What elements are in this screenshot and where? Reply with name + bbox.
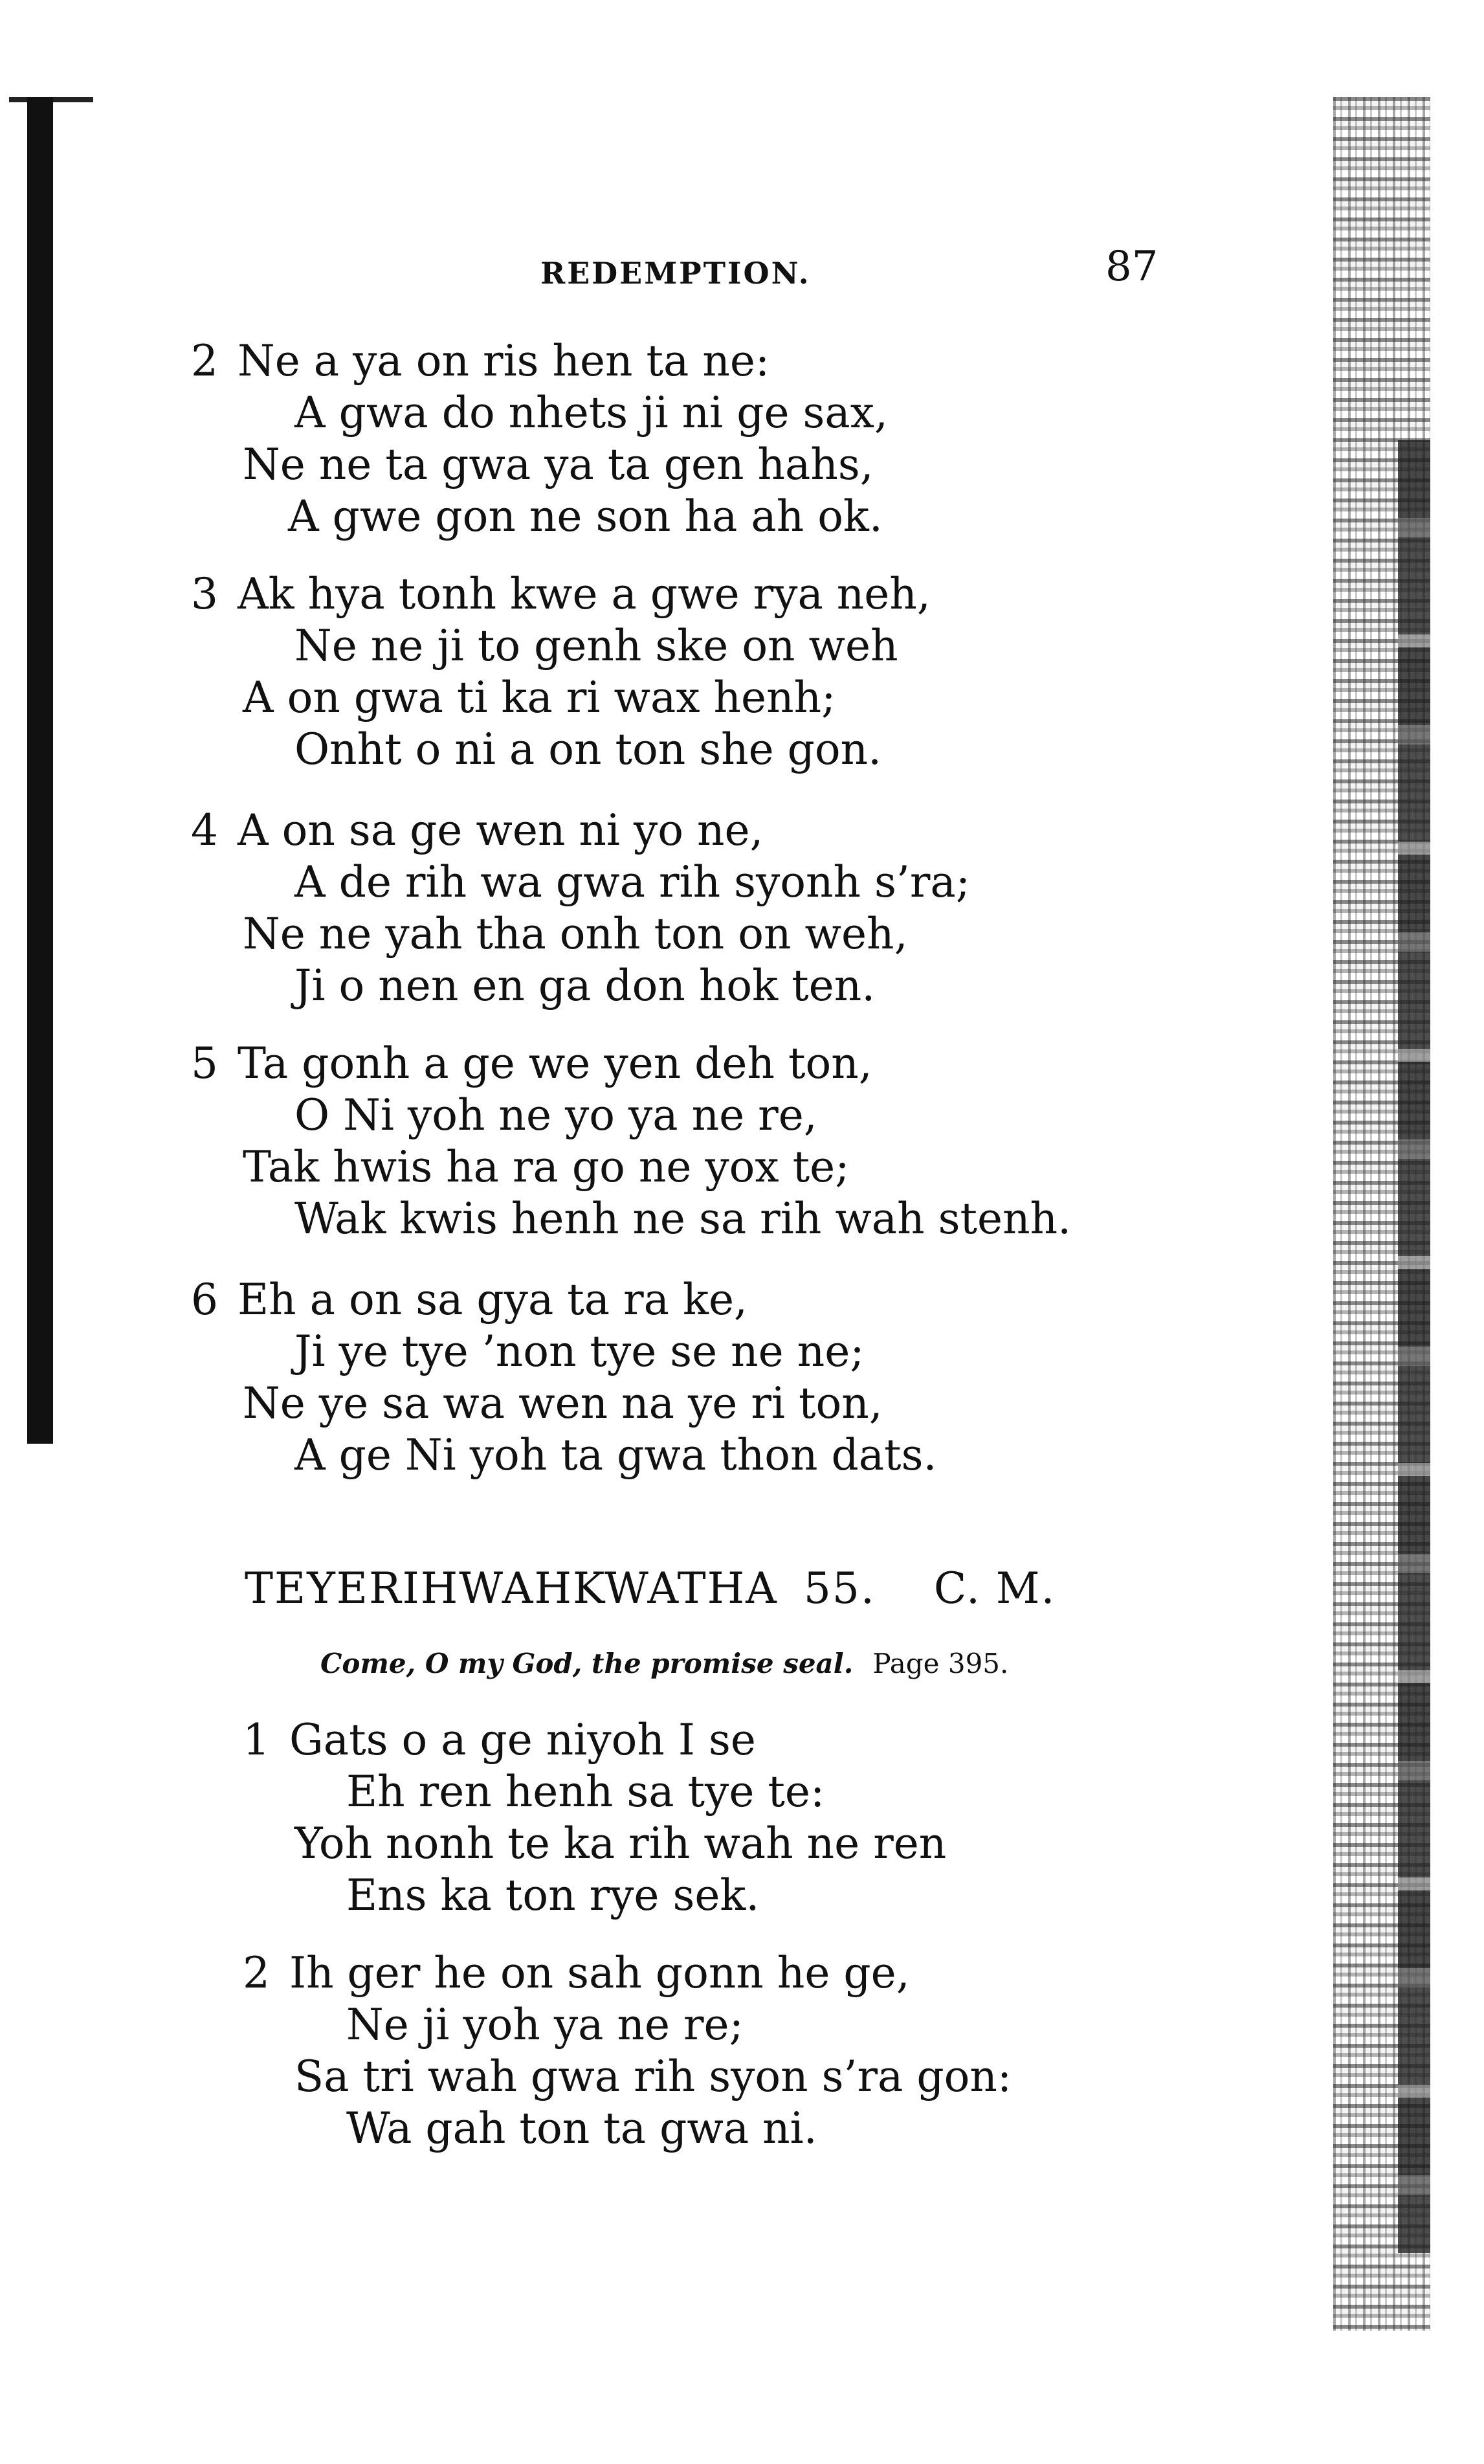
hymn-meter: C. M. [933,1563,1056,1613]
verse-number: 1 [243,1715,270,1765]
verse-number: 2 [191,336,218,386]
verse-line: Eh ren henh sa tye te: [346,1767,825,1817]
hymn-title [245,1563,1056,1613]
verse-line: A on gwa ti ka ri wax henh; [243,673,836,722]
verse-line: Wak kwis henh ne sa rih wah stenh. [294,1194,1072,1244]
verse-line: Ne ne yah tha onh ton on weh, [243,909,908,959]
verse-number: 4 [191,805,218,855]
english-page-ref: Page 395. [872,1648,1009,1679]
hymn-name: TEYERIHWAHKWATHA [245,1563,778,1613]
verse-line: 2 Ne a ya on ris hen ta ne: [191,336,770,386]
verse-line: A ge Ni yoh ta gwa thon dats. [294,1430,937,1480]
verse-line: Ji o nen en ga don hok ten. [294,961,876,1011]
verse-line: Ne ne ji to genh ske on weh [294,621,898,671]
verse-line: 6 Eh a on sa gya ta ra ke, [191,1275,748,1325]
verse-number: 2 [243,1948,270,1998]
verse-line: Onht o ni a on ton she gon. [294,724,882,774]
verse-line: 3 Ak hya tonh kwe a gwe rya neh, [191,569,931,619]
hymn-english-reference [320,1648,1008,1679]
verse-line: Ne ji yoh ya ne re; [346,2000,744,2050]
verse-line: A gwe gon ne son ha ah ok. [288,491,883,541]
verse-line: A gwa do nhets ji ni ge sax, [294,388,888,438]
verse-line: 1 Gats o a ge niyoh I se [243,1715,756,1765]
verse-line: Ne ye sa wa wen na ye ri ton, [243,1378,883,1428]
verse-line: Tak hwis ha ra go ne yox te; [243,1142,850,1192]
verse-line: 2 Ih ger he on sah gonn he ge, [243,1948,910,1998]
verse-line: Wa gah ton ta gwa ni. [346,2103,817,2153]
verse-line: Ens ka ton rye sek. [346,1870,760,1920]
running-head: REDEMPTION. [540,256,811,291]
verse-line: Yoh nonh te ka rih wah ne ren [294,1819,947,1868]
scan-edge-shadow [1398,440,1430,2253]
hymn-number: 55. [803,1563,876,1613]
verse-line: O Ni yoh ne yo ya ne re, [294,1090,817,1140]
verse-number: 6 [191,1275,218,1325]
verse-number: 3 [191,569,218,619]
verse-line: 5 Ta gonh a ge we yen deh ton, [191,1038,872,1088]
page-number: 87 [1105,243,1158,291]
verse-number: 5 [191,1038,218,1088]
verse-line: Sa tri wah gwa rih syon s’ra gon: [294,2052,1012,2101]
verse-line: Ji ye tye ’non tye se ne ne; [294,1327,865,1376]
english-first-line: Come, O my God, the promise seal. [320,1648,854,1679]
verse-line: Ne ne ta gwa ya ta gen hahs, [243,440,874,489]
verse-line: A de rih wa gwa rih syonh s’ra; [294,857,970,907]
verse-line: 4 A on sa ge wen ni yo ne, [191,805,764,855]
binding-edge [27,97,53,1444]
